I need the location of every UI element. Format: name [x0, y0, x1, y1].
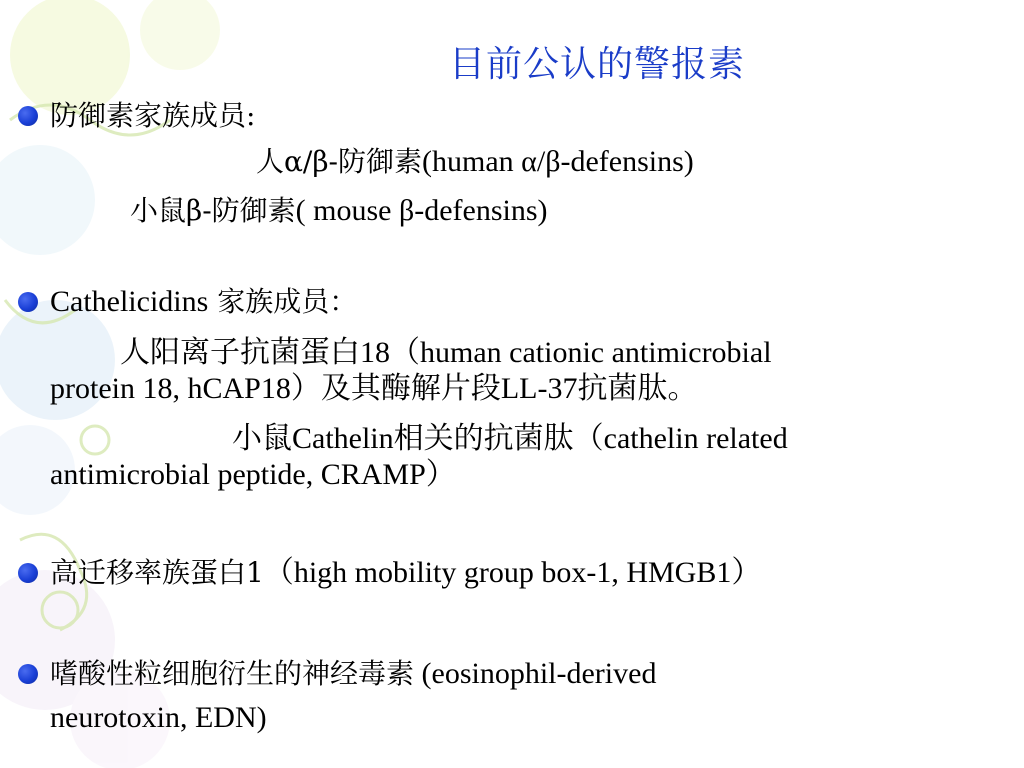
cramp-line-2: antimicrobial peptide, CRAMP） — [50, 458, 456, 491]
cathelicidins-zh: 家族成员： — [208, 285, 358, 318]
edn-en-1: (eosinophil-derived — [414, 657, 657, 690]
edn-zh: 嗜酸性粒细胞衍生的神经毒素 — [50, 657, 415, 690]
bullet-defensins-label: 防御素家族成员: — [50, 99, 256, 132]
hcap18-line-1: 人阳离子抗菌蛋白18（human cationic antimicrobial — [120, 336, 772, 369]
bullet-dot — [18, 563, 38, 583]
hmgb1-zh: 高迁移率族蛋白1 — [50, 556, 264, 589]
edn-line-2: neurotoxin, EDN) — [50, 701, 267, 734]
slide-title: 目前公认的警报素 — [448, 44, 745, 85]
cramp-line-1: 小鼠Cathelin相关的抗菌肽（cathelin related — [232, 422, 788, 455]
bullet-edn — [50, 655, 656, 693]
cathelicidins-en: Cathelicidins — [50, 285, 209, 318]
mouse-defensins-en: ( mouse β-defensins) — [295, 194, 548, 227]
hcap18-line-2: protein 18, hCAP18）及其酶解片段LL-37抗菌肽。 — [50, 372, 698, 405]
bullet-cathelicidins-label — [50, 283, 357, 321]
human-defensins-line — [256, 143, 694, 181]
bullet-dot — [18, 106, 38, 126]
hmgb1-en: （high mobility group box-1, HMGB1） — [263, 556, 762, 589]
bullet-dot — [18, 292, 38, 312]
mouse-defensins-line — [130, 192, 548, 230]
mouse-defensins-zh: 小鼠β-防御素 — [130, 194, 296, 227]
bullet-hmgb1 — [50, 554, 761, 592]
bullet-dot — [18, 664, 38, 684]
human-defensins-zh: 人α/β-防御素 — [256, 145, 422, 178]
human-defensins-en: (human α/β-defensins) — [422, 145, 694, 178]
